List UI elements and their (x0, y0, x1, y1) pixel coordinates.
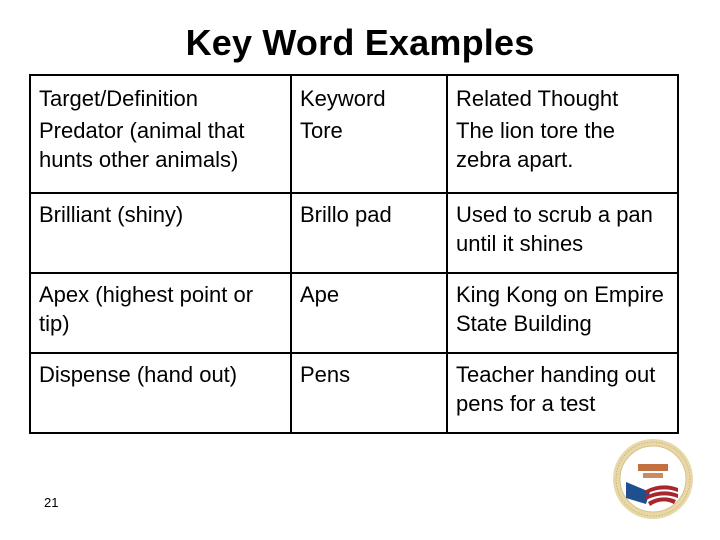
seal-first-banner (643, 473, 663, 478)
table-row (30, 353, 678, 433)
cell-definition: Apex (highest point or tip) (30, 273, 291, 353)
table-row (30, 273, 678, 353)
cell-keyword: Pens (291, 353, 447, 433)
header-keyword: Keyword (291, 75, 447, 114)
table-header-row (30, 75, 678, 114)
cell-keyword: Ape (291, 273, 447, 353)
cell-related-thought: Used to scrub a pan until it shines (447, 193, 678, 273)
reading-first-seal-logo (612, 438, 694, 520)
seal-reading-banner (638, 464, 668, 471)
cell-related-thought: King Kong on Empire State Building (447, 273, 678, 353)
cell-keyword: Brillo pad (291, 193, 447, 273)
table-row (30, 114, 678, 193)
cell-definition: Dispense (hand out) (30, 353, 291, 433)
cell-keyword: Tore (291, 114, 447, 193)
cell-related-thought: The lion tore the zebra apart. (447, 114, 678, 193)
page-number: 21 (44, 495, 59, 510)
cell-definition: Brilliant (shiny) (30, 193, 291, 273)
header-target-definition: Target/Definition (39, 86, 198, 111)
cell-related-thought: Teacher handing out pens for a test (447, 353, 678, 433)
slide-title: Key Word Examples (185, 22, 535, 63)
key-word-table (29, 74, 679, 434)
header-related-thought: Related Thought (447, 75, 678, 114)
table-row (30, 193, 678, 273)
cell-definition: Predator (animal that hunts other animals) (39, 118, 245, 172)
